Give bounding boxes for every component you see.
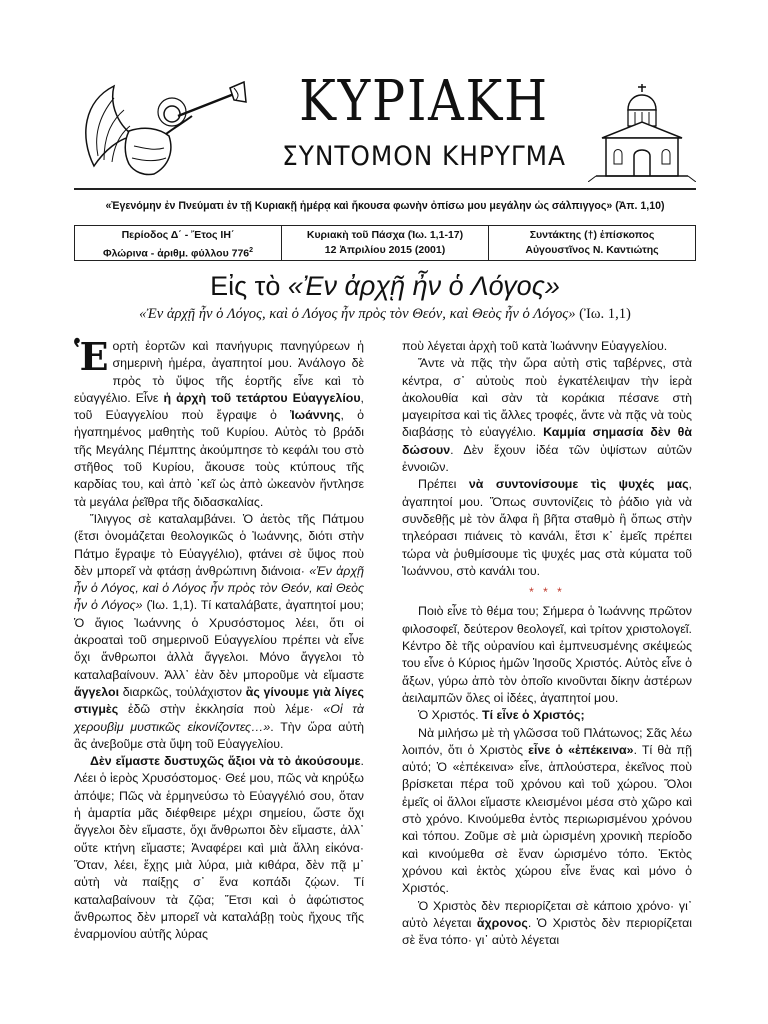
text: . Τί θὰ πῇ αὐτό; Ὁ «ἐπέκεινα» εἶνε, ἁπλούστερα, ἐκεῖνος ποὺ βρίσκεται πέρα τοῦ χρόνου καὶ τοῦ χώρου. Ὅλοι ἐμεῖς οἱ ἄλλοι εἴμαστε κλεισμένοι μέσα στὸ χῶρο καὶ στὸ χρόνο. Κινούμεθα ἐντὸς περιωρισμένου χρόνου καὶ τόπου. Ζοῦμε σὲ μιὰ ὡρισμένη χρονικὴ περίοδο καὶ κινούμεθα σὲ ἕναν ὡρισμένο τόπο. Ἐκτὸς χρόνου καὶ ἐκτὸς χώρου εἶνε ἕνας καὶ μόνο ὁ Χριστός. (402, 742, 692, 896)
issue-number-sup: 2 (249, 247, 254, 254)
paragraph (402, 707, 692, 724)
author-cell (489, 226, 695, 260)
sunday-name: Κυριακὴ τοῦ Πάσχα (Ἰω. 1,1-17) (306, 229, 464, 241)
text: διαρκῶς, τοὐλάχιστον (119, 684, 246, 699)
emphasis: ἄγγελοι (74, 684, 120, 699)
text: , ἀγαπητοί μου. Ὅπως συντονίζεις τὸ ῥάδιο γιὰ νὰ συνδεθῇς μὲ τὸν ἄλφα ἢ βῆτα σταθμὸ ἢ ὅπως στὴν τηλεόρασι πιάνεις τὸ κανάλι, ἔτσι κ᾿ ἐμεῖς πρέπει τώρα νὰ ῥυθμίσουμε τὶς ψυχές μας στὰ κύματα τοῦ Ἰωάννου, στὸ κανάλι του. (402, 477, 692, 578)
paragraph (402, 476, 692, 580)
scripture-quote: «Ἐν ἀρχῇ ἦν ὁ Λόγος, καὶ ὁ Λόγος ἦν πρὸς τὸν Θεόν, καὶ Θεὸς ἦν ὁ Λόγος» (74, 563, 365, 613)
text: Πρέπει (418, 477, 469, 492)
masthead (74, 69, 696, 182)
sunday-date-cell (281, 226, 489, 260)
text: Ὁ Χριστὸς δὲν περιορίζεται σὲ κάποιο χρόνο· γι᾿ αὐτὸ λέγεται (402, 898, 692, 930)
paragraph (402, 355, 692, 476)
text: ορτὴ ἑορτῶν καὶ πανήγυρις πανηγύρεων ἡ σημερινὴ ἡμέρα, ἀγαπητοί μου. Ἀνάλογο δὲ πρὸς τὸ ὕψος τῆς ἑορτῆς εἶνε καὶ τὸ εὐαγγέλιο. Εἶνε (74, 339, 364, 405)
issue-number: Φλώρινα - ἀριθμ. φύλλου 776 (102, 247, 250, 260)
paragraph (74, 334, 364, 511)
author-label: Συντάκτης (†) ἐπίσκοπος (529, 229, 655, 241)
epigraph (74, 306, 696, 323)
emphasis: Καμμία σημασία δὲν θὰ δώσουν (402, 425, 692, 457)
text: Νὰ μιλήσω μὲ τὴ γλῶσσα τοῦ Πλάτωνος; Σᾶς λέω λοιπόν, ὅτι ὁ Χριστὸς (402, 725, 692, 757)
issue-period-cell (75, 226, 281, 260)
hymn-quote: «Οἱ τὰ χερουβὶμ μυστικῶς εἰκονίζοντες…» (74, 702, 364, 734)
newsletter-subtitle: ΣΥΝΤΟΜΟΝ ΚΗΡΥΓΜΑ (282, 141, 566, 172)
emphasis: νὰ συντονίσουμε τὶς ψυχές μας (468, 477, 689, 492)
epigraph-reference: (Ἰω. 1,1) (575, 306, 631, 322)
text: ἐδῶ στὴν ἐκκλησία ποὺ λέμε· (118, 702, 324, 717)
emphasis: Ἰωάννης (290, 408, 341, 423)
text: . Δὲν ἔχουν ἰδέα τῶν ὑψίστων αὐτῶν ἐννοιῶν. (402, 442, 692, 475)
sermon-title (74, 270, 696, 302)
text: , ὁ ἠγαπημένος μαθητὴς τοῦ Κυρίου. Αὐτὸς τὸ βράδι τῆς Μεγάλης Πέμπτης ἀκούμπησε τὸ κεφάλι του στὸ στῆθος τοῦ Κυρίου, ἄκουσε τοὺς κτύπους τῆς καρδίας του, καὶ ἀπὸ ᾿κεῖ ὡς ἀπὸ ὠκεανὸν ἤντλησε τὰ μεγάλα ῥεῖθρα τῆς διδασκαλίας. (74, 408, 364, 509)
text: . Τὴν ὥρα αὐτὴ ἂς ἀνεβοῦμε στὰ ὕψη τοῦ Εὐαγγελίου. (74, 719, 365, 751)
paragraph: Ποιὸ εἶνε τὸ θέμα του; Σήμερα ὁ Ἰωάννης πρῶτον φιλοσοφεῖ, δεύτερον θεολογεῖ, καὶ τρίτον χριστολογεῖ. Κέντρο δὲ τῆς οὐρανίου καὶ ἐμπνευσμένης σκέψεώς του εἶνε ὁ Κύριος ἡμῶν Ἰησοῦς Χριστός. Αὐτὸς εἶνε ὁ ἄξων, γύρω ἀπὸ τὸν ὁποῖο κινοῦνται δίκην ἀστέρων ἀειλαμπῶν ὅλες οἱ ἰδέες, ἀγαπητοί μου. (402, 604, 692, 705)
paragraph (402, 725, 692, 898)
emphasis: Δὲν εἴμαστε δυστυχῶς ἄξιοι νὰ τὸ ἀκούσουμε (90, 754, 361, 769)
emphasis: εἶνε ὁ «ἐπέκεινα» (528, 742, 634, 757)
author-name: Αὐγουστῖνος Ν. Καντιώτης (525, 244, 659, 256)
top-rule (74, 188, 696, 190)
issue-date: 12 Ἀπριλίου 2015 (2001) (324, 244, 446, 256)
text: (Ἰω. 1,1). Τί καταλάβατε, ἀγαπητοί μου; Ὁ ἅγιος Ἰωάννης ὁ Χρυσόστομος λέει, ὅτι οἱ ἀκροαταὶ τοῦ σημερινοῦ Εὐαγγελίου πρέπει νὰ εἶνε ὄχι ἄνθρωποι ἀλλὰ ἄγγελοι. Μόνο ἄγγελοι τὸ καταλαβαίνουν. Ἀλλ᾿ ἐὰν δὲν μποροῦμε νὰ εἴμαστε (74, 598, 364, 682)
text: Ἄντε νὰ πᾷς τὴν ὥρα αὐτὴ στὶς ταβέρνες, στὰ κέντρα, σ᾿ αὐτοὺς ποὺ ἐγκατέλειψαν τὴν ἱερὰ ἀκολουθία καὶ σὰν τὰ κοράκια πέσανε στὴ μαγειρίτσα καὶ τὶς ἄλλες τροφές, ἄντε νὰ πᾷς νὰ τοὺς διαβάσῃς τὸ εὐαγγέλιο. (402, 356, 692, 440)
right-column (402, 338, 692, 949)
issue-period: Περίοδος Δ΄ - Ἔτος ΙΗ΄ (121, 229, 235, 241)
epigraph-quote: «Ἐν ἀρχῇ ἦν ὁ Λόγος, καὶ ὁ Λόγος ἦν πρὸς τὸν Θεόν, καὶ Θεὸς ἦν ὁ Λόγος» (139, 306, 576, 322)
paragraph: ποὺ λέγεται ἀρχὴ τοῦ κατὰ Ἰωάννην Εὐαγγελίου. (402, 339, 668, 353)
text: . Ὁ Χριστὸς δὲν περιορίζεται σὲ ἕνα τόπο· γι᾿ αὐτὸ λέγεται (402, 915, 693, 948)
issue-info-bar (74, 225, 696, 261)
trumpeting-angel-illustration (74, 76, 254, 180)
text: Ἴλιγγος σὲ καταλαμβάνει. Ὁ ἀετὸς τῆς Πάτμου (ἔτσι ὀνομάζεται θεολογικῶς ὁ Ἰωάννης, διότι στὴν Πάτμο ἔγραψε τὸ Εὐαγγέλιο), φτάνει σὲ ὕψος ποὺ δὲν μπορεῖ νὰ φτάσῃ ἀνθρώπινη διάνοια· (74, 511, 364, 578)
motto-quote: «Ἐγενόμην ἐν Πνεύματι ἐν τῇ Κυριακῇ ἡμέρᾳ καὶ ἤκουσα φωνὴν ὀπίσω μου μεγάλην ὡς σάλπιγγος» (Ἀπ. 1,10) (105, 200, 665, 212)
left-column (74, 334, 365, 943)
emphasis: Τί εἶνε ὁ Χριστός; (482, 708, 585, 723)
text: . Λέει ὁ ἱερὸς Χρυσόστομος· Θεέ μου, πῶς νὰ κηρύξω ἀπόψε; Πῶς νὰ ἑρμηνεύσω τὸ Εὐαγγέλιό σου, ὅταν ἡ ἁμαρτία μᾶς διέφθειρε μέχρι σημείου, ὥστε ὄχι ἄγγελοι δὲν εἴμαστε, ὄχι ἄνθρωποι δὲν εἴμαστε, ἀλλ᾿ οὔτε κτήνη εἴμαστε; Ἀναφέρει καὶ μιὰ ἄλλη εἰκόνα· Ὅταν, λέει, ἔχῃς μιὰ λύρα, μιὰ κιθάρα, δὲν πᾷ μ᾿ αὐτὴ νὰ παίξῃς σ᾿ ἕνα κοπάδι ζῴων. Τί καταλαβαίνουν τὰ ζῷα; Ἔτσι καὶ ὁ ἀφώτιστος ἄνθρωπος δὲν μπορεῖ νὰ καταλάβῃ τοὺς ἤχους τῆς ἐναρμονίου αὐτῆς λύρας (74, 754, 364, 942)
church-illustration (588, 72, 696, 182)
drop-cap: Ἑ (74, 334, 109, 379)
issue-number-line (75, 243, 281, 262)
newsletter-title: ΚΥΡΙΑΚΗ (299, 69, 549, 134)
text: Ὁ Χριστός. (418, 708, 483, 723)
emphasis: ἂς γίνουμε γιὰ λίγες στιγμὲς (74, 684, 364, 717)
emphasis: ἄχρονος (476, 915, 528, 930)
sermon-title-quote: «Ἐν ἀρχῇ ἦν ὁ Λόγος» (287, 271, 560, 301)
paragraph (74, 753, 364, 943)
paragraph (74, 511, 364, 753)
section-divider-stars: * * * (529, 585, 565, 600)
paragraph (402, 898, 692, 950)
text: , τοῦ Εὐαγγελίου ποὺ ἔγραψε ὁ (74, 390, 364, 423)
sermon-title-prefix: Εἰς τὸ (210, 271, 288, 301)
emphasis: ἡ ἀρχὴ τοῦ τετάρτου Εὐαγγελίου (163, 390, 361, 405)
